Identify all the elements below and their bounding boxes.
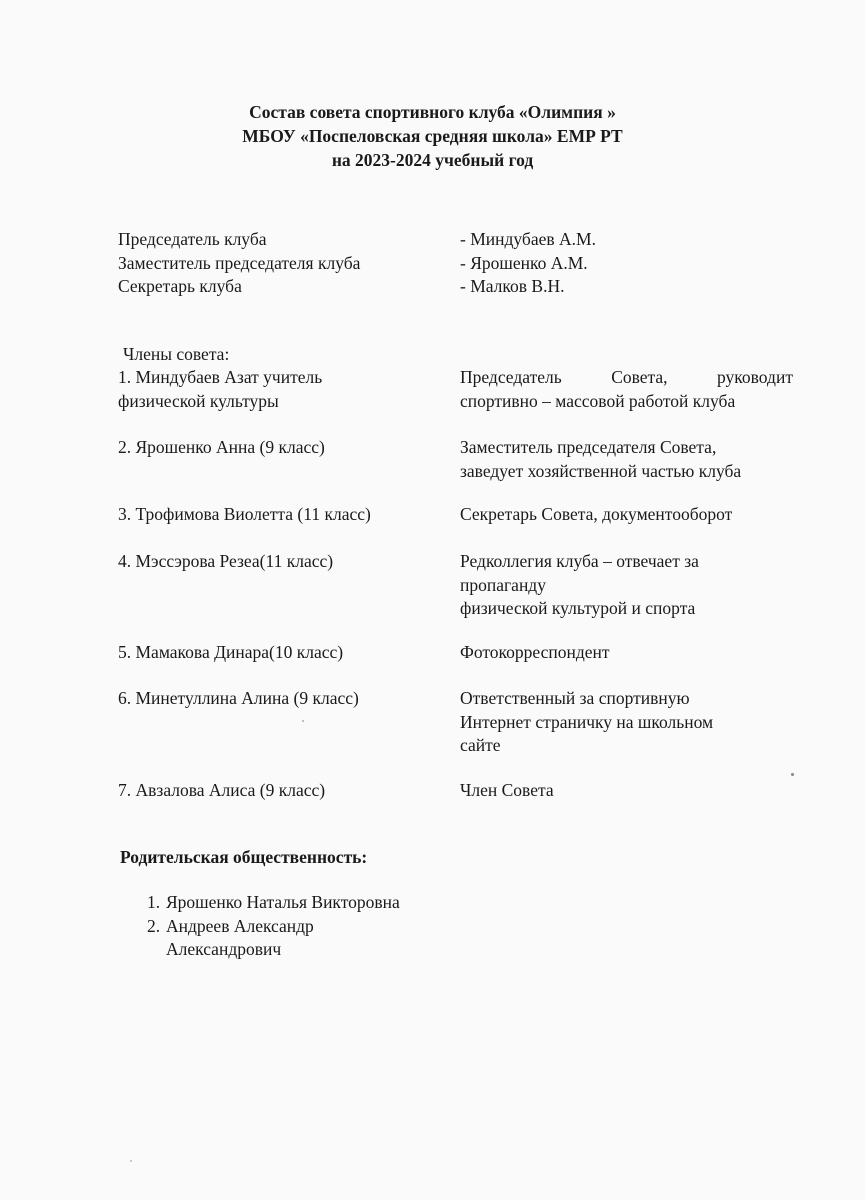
member-name: 2. Ярошенко Анна (9 класс)	[118, 437, 325, 457]
officer-name: - Ярошенко А.М.	[460, 252, 588, 273]
member-duty: Ответственный за спортивную Интернет страничку на школьном сайте	[460, 688, 714, 755]
member-duty: Фотокорреспондент	[460, 642, 610, 662]
title-line-1: Состав совета спортивного клуба «Олимпия »	[249, 102, 616, 122]
officers-list	[118, 228, 818, 299]
scan-speck	[302, 720, 304, 722]
parents-list	[147, 891, 466, 962]
members-heading: Члены совета:	[123, 344, 230, 364]
officer-role: Секретарь клуба	[118, 276, 242, 296]
officer-name: - Миндубаев А.М.	[460, 229, 596, 249]
member-name: 6. Минетуллина Алина (9 класс)	[118, 688, 359, 708]
list-item: 1. Ярошенко Наталья Викторовна	[147, 891, 466, 915]
member-name: 3. Трофимова Виолетта (11 класс)	[118, 504, 371, 524]
officer-row	[118, 252, 818, 276]
list-item: 2. Андреев Александр Александрович	[147, 915, 314, 959]
member-name: 4. Мэссэрова Резеа(11 класс)	[118, 551, 334, 571]
officer-row	[118, 275, 818, 299]
officer-role: Заместитель председателя клуба	[118, 252, 361, 273]
member-duty: Заместитель председателя Совета, заведует хозяйственной частью клуба	[460, 437, 742, 481]
member-duty: Председатель Совета, руководит спортивно – массовой работой клуба	[460, 367, 793, 411]
list-number: 2.	[147, 915, 161, 936]
officer-role: Председатель клуба	[118, 229, 267, 249]
member-name: 5. Мамакова Динара(10 класс)	[118, 642, 344, 662]
scan-speck	[130, 1160, 132, 1162]
document-title	[0, 100, 865, 172]
title-line-2: МБОУ «Поспеловская средняя школа» ЕМР РТ	[242, 126, 623, 146]
officer-row	[118, 228, 818, 252]
list-number: 1.	[147, 892, 161, 912]
member-duty: Секретарь Совета, документооборот	[460, 504, 733, 524]
member-name: 1. Миндубаев Азат учитель физической культуры	[118, 367, 323, 411]
member-name: 7. Авзалова Алиса (9 класс)	[118, 780, 326, 800]
parents-heading: Родительская общественность:	[120, 847, 368, 867]
title-line-3: на 2023-2024 учебный год	[331, 150, 534, 170]
member-duty: Член Совета	[460, 780, 554, 800]
officer-name: - Малков В.Н.	[460, 276, 565, 296]
scan-speck	[791, 773, 794, 776]
member-duty: Редколлегия клуба – отвечает за пропаганду физической культурой и спорта	[460, 551, 699, 618]
